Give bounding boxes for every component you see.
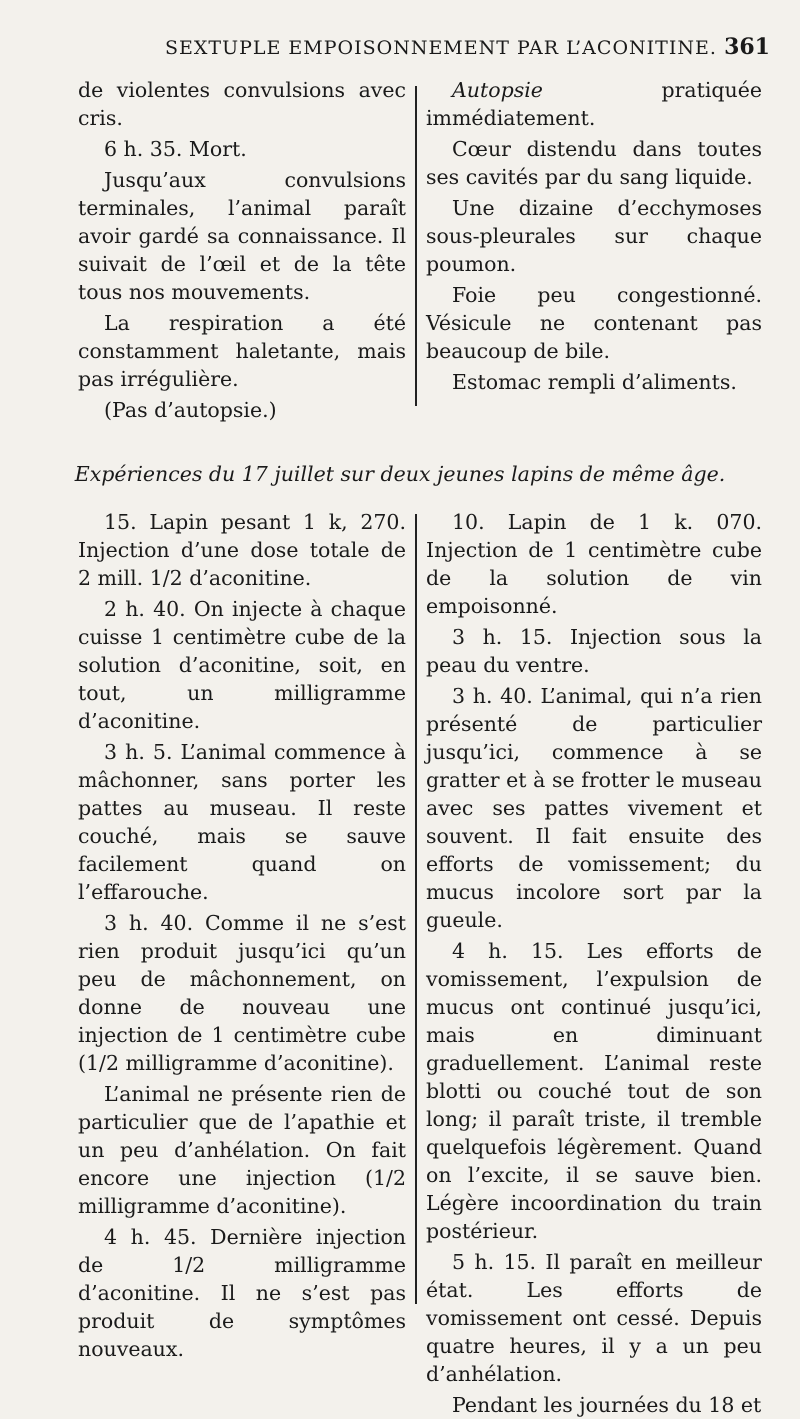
paragraph: 5 h. 15. Il paraît en meilleur état. Les efforts de vomissement ont cessé. Depuis quatre heures, il y a un peu d’anhélation. bbox=[426, 1250, 762, 1386]
section-heading: Expériences du 17 juillet sur deux jeunes lapins de même âge. bbox=[74, 462, 726, 486]
top-left-column bbox=[78, 76, 406, 424]
running-title: SEXTUPLE EMPOISONNEMENT PAR L’ACONITINE. bbox=[165, 37, 717, 59]
top-right-column bbox=[426, 76, 762, 396]
paragraph: La respiration a été constamment haletante, mais pas irrégulière. bbox=[78, 311, 406, 391]
paragraph: 4 h. 15. Les efforts de vomissement, l’expulsion de mucus ont continué jusqu’ici, mais en diminuant graduellement. L’animal reste blotti ou couché tout de son long; il paraît triste, il tremble quelquefois légèrement. Quand on l’excite, il se sauve bien. Légère incoordination du train postérieur. bbox=[426, 939, 762, 1243]
autopsy-paragraph bbox=[426, 76, 762, 132]
paragraph: Cœur distendu dans toutes ses cavités par du sang liquide. bbox=[426, 137, 762, 189]
autopsy-label: Autopsie bbox=[452, 78, 543, 102]
paragraph: 3 h. 5. L’animal commence à mâchonner, sans porter les pattes au museau. Il reste couché, mais se sauve facilement quand on l’effarouche. bbox=[78, 740, 406, 904]
paragraph: 4 h. 45. Dernière injection de 1/2 milligramme d’aconitine. Il ne s’est pas produit de symptômes nouveaux. bbox=[78, 1225, 406, 1361]
paragraph: Estomac rempli d’aliments. bbox=[452, 370, 737, 394]
paragraph: de violentes convulsions avec cris. bbox=[78, 78, 406, 130]
paragraph: 2 h. 40. On injecte à chaque cuisse 1 centimètre cube de la solution d’aconitine, soit, en tout, un milligramme d’aconitine. bbox=[78, 597, 406, 733]
paragraph: 3 h. 40. L’animal, qui n’a rien présenté de particulier jusqu’ici, commence à se gratter et à se frotter le museau avec ses pattes vivement et souvent. Il fait ensuite des efforts de vomissement; du mucus incolore sort par la gueule. bbox=[426, 684, 762, 932]
column-divider bbox=[415, 514, 417, 1304]
paragraph: L’animal ne présente rien de particulier que de l’apathie et un peu d’anhélation. On fait encore une injection (1/2 milligramme d’aconitine). bbox=[78, 1082, 406, 1218]
paragraph: 10. Lapin de 1 k. 070. Injection de 1 centimètre cube de la solution de vin empoisonné. bbox=[426, 510, 762, 618]
bottom-left-column bbox=[78, 508, 406, 1363]
paragraph: Une dizaine d’ecchymoses sous-pleurales sur chaque poumon. bbox=[426, 196, 762, 276]
paragraph: 3 h. 40. Comme il ne s’est rien produit jusqu’ici qu’un peu de mâchonnement, on donne de nouveau une injection de 1 centimètre cube (1/2 milligramme d’aconitine). bbox=[78, 911, 406, 1075]
bottom-right-column bbox=[426, 508, 762, 1419]
running-header bbox=[165, 34, 770, 68]
paragraph: Jusqu’aux convulsions terminales, l’animal paraît avoir gardé sa connaissance. Il suivait de l’œil et de la tête tous nos mouvements. bbox=[78, 168, 406, 304]
paragraph: 15. Lapin pesant 1 k, 270. Injection d’une dose totale de 2 mill. 1/2 d’aconitine. bbox=[78, 510, 406, 590]
bottom-two-column-section bbox=[0, 508, 800, 1417]
paragraph: 6 h. 35. Mort. bbox=[104, 137, 247, 161]
paragraph: (Pas d’autopsie.) bbox=[104, 398, 277, 422]
paragraph: 3 h. 15. Injection sous la peau du ventre. bbox=[426, 625, 762, 677]
autopsy-text: pratiquée immédiatement. bbox=[426, 78, 762, 130]
page-number: 361 bbox=[724, 34, 770, 60]
column-divider bbox=[415, 86, 417, 406]
paragraph: Foie peu congestionné. Vésicule ne contenant pas beaucoup de bile. bbox=[426, 283, 762, 363]
paragraph: Pendant les journées du 18 et bbox=[452, 1393, 762, 1417]
top-two-column-section bbox=[0, 76, 800, 422]
